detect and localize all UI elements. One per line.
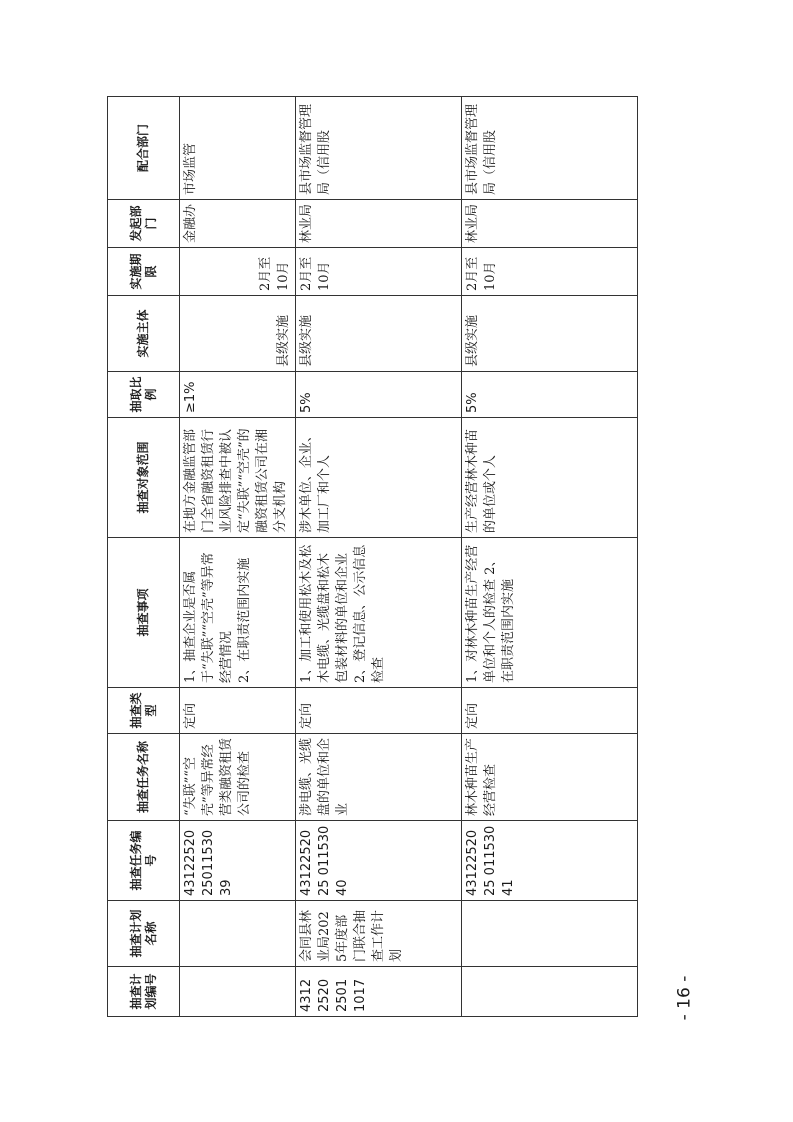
cell-plan-name — [462, 901, 638, 967]
cell-plan-name: 会同县林业局2025年度部门联合抽查工作计划 — [296, 901, 462, 967]
header-scope: 抽查对象范围 — [108, 418, 180, 538]
table-header-row — [108, 97, 180, 1017]
cell-initiator: 金融办 — [180, 200, 296, 248]
cell-type: 定向 — [296, 688, 462, 734]
item-line: 2、在职责范围内实施 — [237, 557, 252, 683]
cell-subject: 县级实施 — [180, 296, 296, 372]
cell-type: 定向 — [462, 688, 638, 734]
cell-cooperate: 市场监管 — [180, 97, 296, 200]
cell-items — [180, 538, 296, 688]
cell-period: 2月至10月 — [180, 248, 296, 296]
table-row — [296, 97, 462, 1017]
cell-scope: 涉木单位、企业、加工厂和个人 — [296, 418, 462, 538]
cell-initiator: 林业局 — [296, 200, 462, 248]
cell-period: 2月至10月 — [296, 248, 462, 296]
cell-scope: 在地方金融监管部门全省融资租赁行业风险排查中被认定“失联”“空壳”的融资租赁公司在湘分支机构 — [180, 418, 296, 538]
header-ratio: 抽取比例 — [108, 372, 180, 418]
header-task-no: 抽查任务编号 — [108, 821, 180, 901]
cell-task-name: “失联”“空壳”等异常经营类融资租赁公司的检查 — [180, 734, 296, 821]
header-cooperate: 配合部门 — [108, 97, 180, 200]
header-period: 实施期限 — [108, 248, 180, 296]
item-line: 1、对林木种苗生产经营单位和个人的检查 2、在职责范围内实施 — [465, 544, 516, 683]
page-number: - 16 - — [674, 975, 695, 1021]
cell-task-no: 431225202501153039 — [180, 821, 296, 901]
cell-items — [462, 538, 638, 688]
spot-check-plan-table — [107, 96, 638, 1017]
header-task-name: 抽查任务名称 — [108, 734, 180, 821]
cell-task-name: 涉电缆、光缆盘的单位和企业 — [296, 734, 462, 821]
header-plan-no: 抽查计划编号 — [108, 967, 180, 1017]
cell-plan-no — [462, 967, 638, 1017]
cell-task-name: 林木种苗生产经营检查 — [462, 734, 638, 821]
cell-subject: 县级实施 — [462, 296, 638, 372]
table-row — [180, 97, 296, 1017]
cell-cooperate: 县市场监督管理局（信用股 — [462, 97, 638, 200]
cell-type: 定向 — [180, 688, 296, 734]
header-type: 抽查类型 — [108, 688, 180, 734]
cell-plan-name — [180, 901, 296, 967]
rotated-table-container — [107, 97, 637, 1017]
cell-ratio: 5% — [462, 372, 638, 418]
header-initiator: 发起部门 — [108, 200, 180, 248]
item-line: 1、抽查企业是否属于“失联”“空壳”等异常经营情况 — [183, 552, 234, 683]
cell-items — [296, 538, 462, 688]
cell-task-no: 4312252025 01153041 — [462, 821, 638, 901]
item-line: 1、加工和使用松木及松木电缆、光缆盘和松木包装材料的单位和企业 2、登记信息、公示信息检查 — [299, 544, 386, 683]
cell-task-no: 4312252025 01153040 — [296, 821, 462, 901]
cell-plan-no — [180, 967, 296, 1017]
cell-period: 2月至10月 — [462, 248, 638, 296]
header-plan-name: 抽查计划名称 — [108, 901, 180, 967]
cell-plan-no: 4312252025011017 — [296, 967, 462, 1017]
header-subject: 实施主体 — [108, 296, 180, 372]
cell-ratio: 5% — [296, 372, 462, 418]
header-items: 抽查事项 — [108, 538, 180, 688]
cell-ratio: ≥1% — [180, 372, 296, 418]
cell-scope: 生产经营林木种苗的单位或个人 — [462, 418, 638, 538]
cell-initiator: 林业局 — [462, 200, 638, 248]
table-row — [462, 97, 638, 1017]
cell-subject: 县级实施 — [296, 296, 462, 372]
cell-cooperate: 县市场监督管理局（信用股 — [296, 97, 462, 200]
